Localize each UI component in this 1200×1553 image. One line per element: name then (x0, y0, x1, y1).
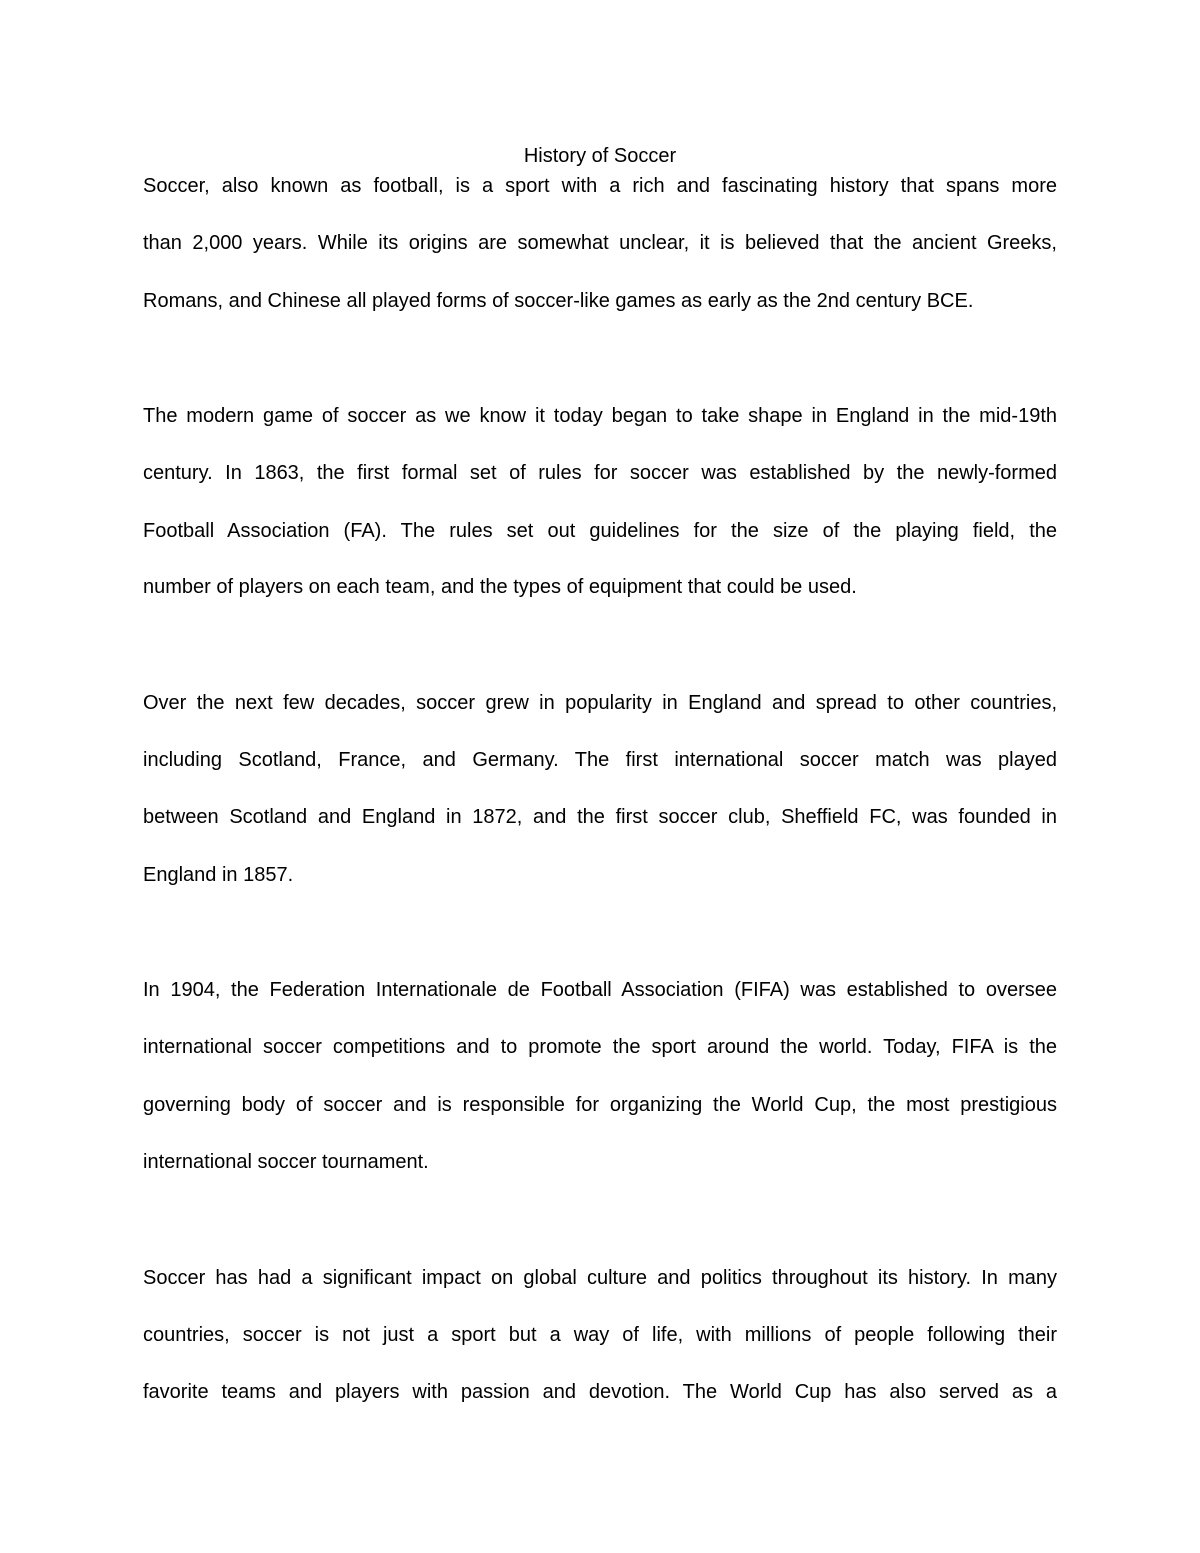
paragraph-2-line-4: number of players on each team, and the types of equipment that could be used. (143, 576, 857, 598)
paragraph-3-line-2: including Scotland, France, and Germany. The first international soccer match was played (143, 749, 1057, 771)
paragraph-5-line-3: favorite teams and players with passion and devotion. The World Cup has also served as a (143, 1381, 1057, 1403)
paragraph-3-line-4: England in 1857. (143, 864, 294, 886)
paragraph-4-line-4: international soccer tournament. (143, 1151, 429, 1173)
paragraph-2-line-1: The modern game of soccer as we know it today began to take shape in England in the mid-19th (143, 405, 1057, 427)
paragraph-4-line-3: governing body of soccer and is responsible for organizing the World Cup, the most prestigious (143, 1094, 1057, 1116)
paragraph-1-line-1: Soccer, also known as football, is a sport with a rich and fascinating history that spans more (143, 175, 1057, 197)
paragraph-3-line-3: between Scotland and England in 1872, and the first soccer club, Sheffield FC, was founded in (143, 806, 1057, 828)
paragraph-4-line-2: international soccer competitions and to promote the sport around the world. Today, FIFA is the (143, 1036, 1057, 1058)
paragraph-3-line-1: Over the next few decades, soccer grew in popularity in England and spread to other countries, (143, 692, 1057, 714)
document-title: History of Soccer (523, 145, 677, 167)
paragraph-4-line-1: In 1904, the Federation Internationale de Football Association (FIFA) was established to oversee (143, 979, 1057, 1001)
paragraph-5-line-2: countries, soccer is not just a sport but a way of life, with millions of people following their (143, 1324, 1057, 1346)
paragraph-1-line-3: Romans, and Chinese all played forms of soccer-like games as early as the 2nd century BCE. (143, 290, 974, 312)
paragraph-1-line-2: than 2,000 years. While its origins are somewhat unclear, it is believed that the ancient Greeks, (143, 232, 1057, 254)
paragraph-2-line-3: Football Association (FA). The rules set out guidelines for the size of the playing field, the (143, 520, 1057, 542)
paragraph-5-line-1: Soccer has had a significant impact on global culture and politics throughout its history. In many (143, 1267, 1057, 1289)
paragraph-2-line-2: century. In 1863, the first formal set of rules for soccer was established by the newly-formed (143, 462, 1057, 484)
